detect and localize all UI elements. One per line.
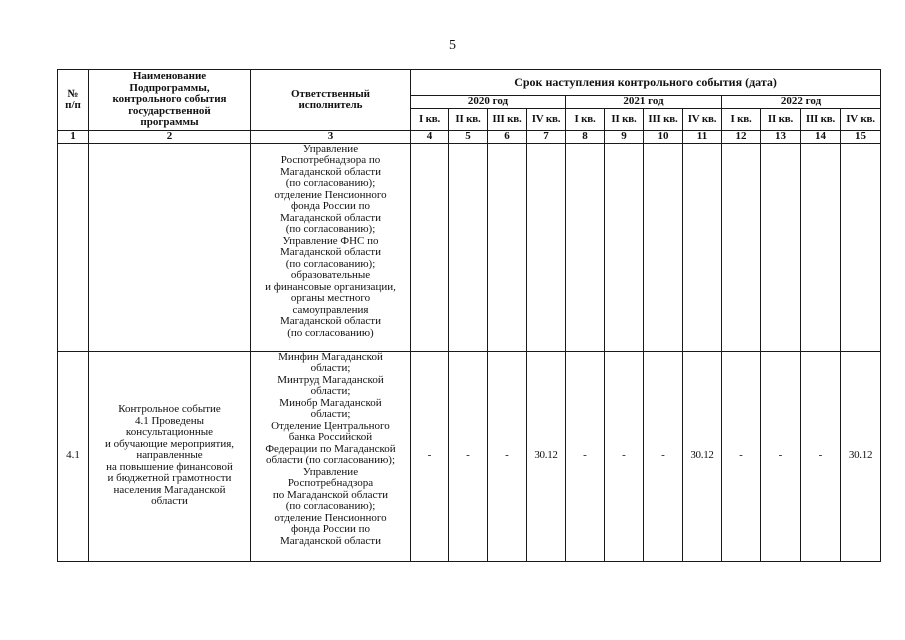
header-year-2020: 2020 год bbox=[411, 96, 566, 109]
header-num: № п/п bbox=[58, 70, 89, 131]
row-value bbox=[841, 143, 881, 351]
row-value: 30.12 bbox=[841, 351, 881, 561]
header-quarter: II кв. bbox=[761, 109, 801, 131]
row-value bbox=[801, 143, 841, 351]
row-value bbox=[761, 143, 801, 351]
column-number: 8 bbox=[566, 131, 605, 144]
header-quarter: III кв. bbox=[488, 109, 527, 131]
header-quarter: III кв. bbox=[801, 109, 841, 131]
row-value: - bbox=[801, 351, 841, 561]
row-value: - bbox=[566, 351, 605, 561]
row-value: - bbox=[449, 351, 488, 561]
row-value bbox=[527, 143, 566, 351]
column-number: 3 bbox=[251, 131, 411, 144]
row-event-name: Контрольное событие 4.1 Проведены консультационные и обучающие мероприятия, направленные на повышение финансовой и бюджетной грамотности населения Магаданской области bbox=[89, 351, 251, 561]
table-row bbox=[58, 143, 881, 351]
header-quarter: IV кв. bbox=[683, 109, 722, 131]
header-quarter: I кв. bbox=[722, 109, 761, 131]
row-executor: Управление Роспотребнадзора по Магаданской области (по согласованию); отделение Пенсионного фонда России по Магаданской области (по согласованию); Управление ФНС по Магаданской области (по согласованию); образовательные и финансовые организации, органы местного самоуправления Магаданской области (по согласованию) bbox=[251, 143, 411, 351]
row-event-name bbox=[89, 143, 251, 351]
row-value bbox=[605, 143, 644, 351]
column-number: 1 bbox=[58, 131, 89, 144]
row-value bbox=[683, 143, 722, 351]
header-term: Срок наступления контрольного события (дата) bbox=[411, 70, 881, 96]
row-num: 4.1 bbox=[58, 351, 89, 561]
table-row bbox=[58, 351, 881, 561]
row-value bbox=[566, 143, 605, 351]
column-number: 11 bbox=[683, 131, 722, 144]
header-quarter: III кв. bbox=[644, 109, 683, 131]
row-value bbox=[644, 143, 683, 351]
header-quarter: II кв. bbox=[449, 109, 488, 131]
row-value bbox=[411, 143, 449, 351]
column-number: 14 bbox=[801, 131, 841, 144]
column-number: 9 bbox=[605, 131, 644, 144]
column-number: 10 bbox=[644, 131, 683, 144]
header-quarter: I кв. bbox=[411, 109, 449, 131]
header-quarter: I кв. bbox=[566, 109, 605, 131]
row-value: - bbox=[605, 351, 644, 561]
column-number: 4 bbox=[411, 131, 449, 144]
header-year-2022: 2022 год bbox=[722, 96, 881, 109]
header-executor: Ответственный исполнитель bbox=[251, 70, 411, 131]
column-number: 15 bbox=[841, 131, 881, 144]
row-value: 30.12 bbox=[683, 351, 722, 561]
row-value bbox=[449, 143, 488, 351]
row-value: - bbox=[488, 351, 527, 561]
header-quarter: IV кв. bbox=[527, 109, 566, 131]
row-num bbox=[58, 143, 89, 351]
header-quarter: II кв. bbox=[605, 109, 644, 131]
column-number: 12 bbox=[722, 131, 761, 144]
header-quarter: IV кв. bbox=[841, 109, 881, 131]
row-value: - bbox=[411, 351, 449, 561]
row-value: - bbox=[644, 351, 683, 561]
row-value: 30.12 bbox=[527, 351, 566, 561]
column-number: 13 bbox=[761, 131, 801, 144]
row-value bbox=[722, 143, 761, 351]
row-value: - bbox=[722, 351, 761, 561]
column-number: 2 bbox=[89, 131, 251, 144]
column-number: 6 bbox=[488, 131, 527, 144]
row-value bbox=[488, 143, 527, 351]
row-executor: Минфин Магаданской области; Минтруд Магаданской области; Минобр Магаданской области; Отделение Центрального банка Российской Федерации по Магаданской области (по согласованию); Управление Роспотребнадзора по Магаданской области (по согласованию); отделение Пенсионного фонда России по Магаданской области bbox=[251, 351, 411, 561]
page-number: 5 bbox=[449, 38, 456, 53]
row-value: - bbox=[761, 351, 801, 561]
header-year-2021: 2021 год bbox=[566, 96, 722, 109]
header-name: Наименование Подпрограммы, контрольного события государственной программы bbox=[89, 70, 251, 131]
control-events-table bbox=[57, 69, 881, 562]
column-number: 7 bbox=[527, 131, 566, 144]
column-number: 5 bbox=[449, 131, 488, 144]
